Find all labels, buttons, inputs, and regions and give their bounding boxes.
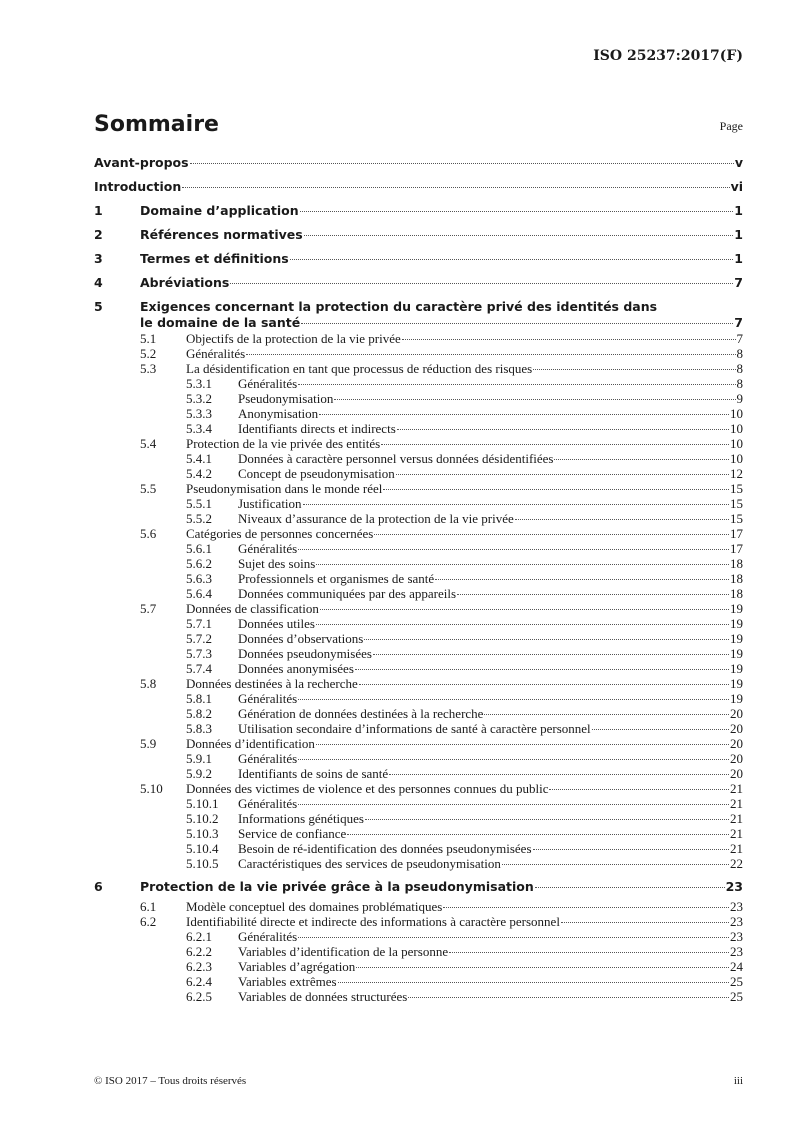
toc-entry[interactable] xyxy=(94,736,743,751)
toc-entry[interactable] xyxy=(94,944,743,959)
toc-entry-title: Données à caractère personnel versus données désidentifiées xyxy=(238,451,554,466)
dot-leader xyxy=(316,744,729,745)
toc-entry-number: 6.2.2 xyxy=(186,944,212,959)
toc-entry-number: 4 xyxy=(94,275,103,290)
dot-leader xyxy=(298,804,729,805)
dot-leader xyxy=(359,684,729,685)
toc-entry-number: 5.4 xyxy=(140,436,157,451)
toc-entry-title: Identifiants directs et indirects xyxy=(238,421,396,436)
dot-leader xyxy=(457,594,729,595)
toc-entry-number: 1 xyxy=(94,203,103,218)
toc-entry-page: 15 xyxy=(730,496,743,511)
toc-entry-page: 21 xyxy=(730,811,743,826)
toc-entry[interactable] xyxy=(94,346,743,361)
dot-leader xyxy=(397,429,729,430)
toc-entry-title: Justification xyxy=(238,496,302,511)
toc-entry-page: 19 xyxy=(730,676,743,691)
toc-entry-page: v xyxy=(734,155,743,170)
toc-entry-title: Généralités xyxy=(238,929,298,944)
toc-entry-title: Catégories de personnes concernées xyxy=(186,526,374,541)
toc-entry-number: 5.6.2 xyxy=(186,556,212,571)
toc-entry-page: 10 xyxy=(730,406,743,421)
toc-entry-page: 20 xyxy=(730,766,743,781)
toc-entry-number: 5.9.1 xyxy=(186,751,212,766)
toc-entry-number: 6.2 xyxy=(140,914,157,929)
toc-entry-title: Généralités xyxy=(238,751,298,766)
toc-entry-number: 6.2.5 xyxy=(186,989,212,1004)
toc-entry[interactable] xyxy=(94,751,743,766)
dot-leader xyxy=(364,639,729,640)
toc-entry-number: 5.6.4 xyxy=(186,586,212,601)
toc-entry-title: Abréviations xyxy=(140,275,230,290)
toc-entry[interactable] xyxy=(94,299,743,315)
toc-entry-number: 5.3.3 xyxy=(186,406,212,421)
toc-entry-number: 5 xyxy=(94,299,103,314)
toc-entry-page: 23 xyxy=(730,914,743,929)
dot-leader xyxy=(443,907,729,908)
toc-entry[interactable] xyxy=(94,661,743,676)
toc-entry[interactable] xyxy=(94,631,743,646)
toc-entry-number: 5.2 xyxy=(140,346,157,361)
dot-leader xyxy=(303,504,729,505)
dot-leader xyxy=(316,564,729,565)
toc-entry-number: 5.10.4 xyxy=(186,841,219,856)
toc-entry-number: 5.9 xyxy=(140,736,157,751)
toc-entry-number: 5.3.1 xyxy=(186,376,212,391)
toc-entry-title: Pseudonymisation xyxy=(238,391,334,406)
toc-entry-page: 1 xyxy=(734,203,743,218)
toc-entry-title: Variables de données structurées xyxy=(238,989,408,1004)
toc-entry-number: 5.10.2 xyxy=(186,811,219,826)
dot-leader xyxy=(182,187,729,188)
toc-entry[interactable] xyxy=(94,811,743,826)
dot-leader xyxy=(374,534,729,535)
toc-entry-page: 23 xyxy=(730,929,743,944)
dot-leader xyxy=(298,384,735,385)
dot-leader xyxy=(449,952,729,953)
toc-entry-title-line2: le domaine de la santé xyxy=(140,315,301,330)
toc-entry[interactable] xyxy=(94,826,743,841)
toc-entry-number: 5.6.1 xyxy=(186,541,212,556)
toc-entry-title: Utilisation secondaire d’informations de santé à caractère personnel xyxy=(238,721,591,736)
toc-entry-number: 6.2.4 xyxy=(186,974,212,989)
toc-entry-title: Variables extrêmes xyxy=(238,974,337,989)
toc-entry[interactable] xyxy=(94,781,743,796)
dot-leader xyxy=(190,163,734,164)
toc-entry-number: 5.4.2 xyxy=(186,466,212,481)
toc-entry-number: 6 xyxy=(94,879,103,894)
toc-entry-page: 7 xyxy=(734,315,743,330)
dot-leader xyxy=(484,714,729,715)
dot-leader xyxy=(408,997,729,998)
toc-entry-number: 5.5.2 xyxy=(186,511,212,526)
toc-entry[interactable] xyxy=(94,959,743,974)
toc-entry-number: 5.1 xyxy=(140,331,157,346)
toc-entry-number: 5.10.1 xyxy=(186,796,219,811)
toc-entry-number: 5.9.2 xyxy=(186,766,212,781)
dot-leader xyxy=(290,259,734,260)
dot-leader xyxy=(381,444,729,445)
toc-entry[interactable] xyxy=(94,646,743,661)
toc-entry-number: 5.8 xyxy=(140,676,157,691)
dot-leader xyxy=(502,864,729,865)
toc-entry-title: Avant-propos xyxy=(94,155,189,170)
toc-entry-title: Généralités xyxy=(238,796,298,811)
toc-entry[interactable] xyxy=(94,989,743,1004)
copyright-notice: © ISO 2017 – Tous droits réservés xyxy=(94,1075,247,1087)
toc-entry-title: Objectifs de la protection de la vie privée xyxy=(186,331,401,346)
toc-entry[interactable] xyxy=(94,721,743,736)
toc-entry-title: Identifiants de soins de santé xyxy=(238,766,389,781)
toc-entry-number: 6.1 xyxy=(140,899,157,914)
toc-entry-title: Informations génétiques xyxy=(238,811,364,826)
toc-entry-page: 18 xyxy=(730,556,743,571)
toc-entry-title: Données communiquées par des appareils xyxy=(238,586,457,601)
toc-entry-number: 5.4.1 xyxy=(186,451,212,466)
toc-entry-title: Données de classification xyxy=(186,601,319,616)
toc-entry-page: 17 xyxy=(730,526,743,541)
toc-entry-page: 1 xyxy=(734,251,743,266)
toc-entry-title: Caractéristiques des services de pseudonymisation xyxy=(238,856,501,871)
toc-entry-page: 18 xyxy=(730,571,743,586)
toc-entry-title: Protection de la vie privée grâce à la pseudonymisation xyxy=(140,879,534,894)
toc-entry-number: 5.8.2 xyxy=(186,706,212,721)
toc-entry-title: Identifiabilité directe et indirecte des informations à caractère personnel xyxy=(186,914,560,929)
toc-entry-page: 21 xyxy=(730,796,743,811)
toc-entry[interactable] xyxy=(94,571,743,586)
toc-entry[interactable] xyxy=(94,875,743,899)
toc-entry-title: Généralités xyxy=(238,541,298,556)
toc-entry-number: 5.3.2 xyxy=(186,391,212,406)
toc-entry[interactable] xyxy=(94,151,743,175)
toc-entry-number: 3 xyxy=(94,251,103,266)
toc-entry[interactable] xyxy=(94,247,743,271)
dot-leader xyxy=(515,519,729,520)
toc-entry-number: 6.2.1 xyxy=(186,929,212,944)
toc-entry-title: Variables d’agrégation xyxy=(238,959,356,974)
toc-entry-number: 5.5.1 xyxy=(186,496,212,511)
toc-entry-continuation[interactable] xyxy=(94,315,743,331)
dot-leader xyxy=(554,459,729,460)
toc-entry-page: 7 xyxy=(734,275,743,290)
toc-entry[interactable] xyxy=(94,466,743,481)
toc-entry[interactable] xyxy=(94,766,743,781)
toc-entry-number: 5.3 xyxy=(140,361,157,376)
dot-leader xyxy=(347,834,729,835)
table-of-contents xyxy=(94,151,743,1004)
toc-entry-number: 5.6 xyxy=(140,526,157,541)
toc-entry-page: 20 xyxy=(730,706,743,721)
toc-entry-page: 19 xyxy=(730,691,743,706)
toc-entry-number: 6.2.3 xyxy=(186,959,212,974)
dot-leader xyxy=(319,414,729,415)
toc-entry-number: 5.7.4 xyxy=(186,661,212,676)
toc-entry[interactable] xyxy=(94,586,743,601)
dot-leader xyxy=(365,819,729,820)
toc-entry-page: 24 xyxy=(730,959,743,974)
toc-entry-number: 5.5 xyxy=(140,481,157,496)
toc-entry[interactable] xyxy=(94,391,743,406)
toc-entry-title: Données des victimes de violence et des personnes connues du public xyxy=(186,781,549,796)
toc-entry-number: 2 xyxy=(94,227,103,242)
toc-entry[interactable] xyxy=(94,856,743,871)
toc-entry-page: 19 xyxy=(730,601,743,616)
toc-entry-page: 25 xyxy=(730,974,743,989)
dot-leader xyxy=(549,789,729,790)
toc-entry-page: 10 xyxy=(730,421,743,436)
toc-entry-page: 19 xyxy=(730,631,743,646)
toc-entry-page: 21 xyxy=(730,841,743,856)
toc-entry-page: 8 xyxy=(736,361,743,376)
toc-entry[interactable] xyxy=(94,436,743,451)
toc-entry[interactable] xyxy=(94,841,743,856)
toc-entry-page: 23 xyxy=(730,944,743,959)
dot-leader xyxy=(402,339,736,340)
toc-entry[interactable] xyxy=(94,616,743,631)
toc-entry-page: 23 xyxy=(730,899,743,914)
toc-entry[interactable] xyxy=(94,556,743,571)
dot-leader xyxy=(356,967,729,968)
toc-entry-number: 5.10.5 xyxy=(186,856,219,871)
toc-entry-title: Besoin de ré-identification des données pseudonymisées xyxy=(238,841,532,856)
toc-entry[interactable] xyxy=(94,899,743,914)
toc-entry-title: Généralités xyxy=(238,376,298,391)
dot-leader xyxy=(533,849,729,850)
toc-entry-title: Pseudonymisation dans le monde réel xyxy=(186,481,383,496)
dot-leader xyxy=(355,669,729,670)
toc-entry-number: 5.3.4 xyxy=(186,421,212,436)
dot-leader xyxy=(246,354,735,355)
dot-leader xyxy=(334,399,735,400)
toc-entry-number: 5.7.2 xyxy=(186,631,212,646)
toc-entry-number: 5.7.1 xyxy=(186,616,212,631)
toc-entry-title: Niveaux d’assurance de la protection de la vie privée xyxy=(238,511,514,526)
toc-entry-number: 5.7.3 xyxy=(186,646,212,661)
toc-entry-title: Anonymisation xyxy=(238,406,319,421)
toc-entry-page: 18 xyxy=(730,586,743,601)
toc-entry[interactable] xyxy=(94,914,743,929)
toc-entry[interactable] xyxy=(94,331,743,346)
toc-entry-title: Modèle conceptuel des domaines problématiques xyxy=(186,899,443,914)
toc-entry[interactable] xyxy=(94,406,743,421)
toc-entry[interactable] xyxy=(94,376,743,391)
dot-leader xyxy=(230,283,733,284)
toc-entry-page: 23 xyxy=(725,879,743,894)
toc-entry-title: La désidentification en tant que processus de réduction des risques xyxy=(186,361,533,376)
toc-entry-title: Références normatives xyxy=(140,227,303,242)
toc-entry[interactable] xyxy=(94,451,743,466)
toc-entry-title: Données utiles xyxy=(238,616,315,631)
dot-leader xyxy=(298,937,729,938)
dot-leader xyxy=(396,474,729,475)
toc-entry-page: 17 xyxy=(730,541,743,556)
dot-leader xyxy=(316,624,729,625)
toc-entry-number: 5.8.3 xyxy=(186,721,212,736)
toc-entry[interactable] xyxy=(94,796,743,811)
dot-leader xyxy=(300,211,734,212)
toc-entry-title: Données pseudonymisées xyxy=(238,646,372,661)
toc-entry-number: 5.8.1 xyxy=(186,691,212,706)
toc-entry-title: Introduction xyxy=(94,179,182,194)
toc-entry[interactable] xyxy=(94,601,743,616)
dot-leader xyxy=(535,887,725,888)
toc-entry[interactable] xyxy=(94,691,743,706)
toc-entry-page: 9 xyxy=(736,391,743,406)
toc-entry[interactable] xyxy=(94,481,743,496)
toc-entry-page: 8 xyxy=(736,376,743,391)
toc-entry-page: 10 xyxy=(730,451,743,466)
toc-entry-page: 21 xyxy=(730,826,743,841)
dot-leader xyxy=(338,982,729,983)
toc-entry-page: vi xyxy=(730,179,743,194)
toc-entry-page: 7 xyxy=(736,331,743,346)
toc-entry-page: 25 xyxy=(730,989,743,1004)
toc-entry-page: 1 xyxy=(734,227,743,242)
dot-leader xyxy=(383,489,729,490)
dot-leader xyxy=(304,235,734,236)
toc-entry-page: 19 xyxy=(730,661,743,676)
dot-leader xyxy=(298,759,729,760)
toc-entry-title: Données d’identification xyxy=(186,736,315,751)
page-number: iii xyxy=(733,1075,743,1087)
toc-entry-page: 22 xyxy=(730,856,743,871)
toc-entry[interactable] xyxy=(94,511,743,526)
page-column-label: Page xyxy=(719,119,743,133)
toc-entry-title: Données anonymisées xyxy=(238,661,354,676)
dot-leader xyxy=(389,774,729,775)
toc-entry[interactable] xyxy=(94,421,743,436)
toc-entry-title: Protection de la vie privée des entités xyxy=(186,436,381,451)
toc-entry-title: Exigences concernant la protection du caractère privé des identités dans xyxy=(140,299,658,314)
toc-entry[interactable] xyxy=(94,496,743,511)
dot-leader xyxy=(301,323,733,324)
dot-leader xyxy=(592,729,729,730)
document-code: ISO 25237:2017(F) xyxy=(593,48,743,64)
toc-entry-page: 12 xyxy=(730,466,743,481)
toc-entry[interactable] xyxy=(94,199,743,223)
dot-leader xyxy=(298,549,729,550)
toc-entry-page: 8 xyxy=(736,346,743,361)
dot-leader xyxy=(533,369,735,370)
toc-entry-title: Professionnels et organismes de santé xyxy=(238,571,435,586)
toc-entry-number: 5.7 xyxy=(140,601,157,616)
toc-entry-page: 20 xyxy=(730,751,743,766)
toc-entry-number: 5.10.3 xyxy=(186,826,219,841)
toc-entry-title: Données d’observations xyxy=(238,631,364,646)
toc-entry-title: Concept de pseudonymisation xyxy=(238,466,395,481)
toc-entry-page: 15 xyxy=(730,511,743,526)
toc-entry[interactable] xyxy=(94,676,743,691)
toc-entry-title: Génération de données destinées à la recherche xyxy=(238,706,484,721)
toc-entry[interactable] xyxy=(94,706,743,721)
toc-entry[interactable] xyxy=(94,271,743,295)
toc-entry-page: 19 xyxy=(730,646,743,661)
toc-entry-title: Variables d’identification de la personne xyxy=(238,944,449,959)
page-title: Sommaire xyxy=(94,112,219,137)
toc-entry[interactable] xyxy=(94,541,743,556)
toc-entry-number: 5.6.3 xyxy=(186,571,212,586)
toc-entry-title: Généralités xyxy=(238,691,298,706)
toc-entry[interactable] xyxy=(94,175,743,199)
toc-entry-page: 10 xyxy=(730,436,743,451)
toc-entry-page: 19 xyxy=(730,616,743,631)
dot-leader xyxy=(320,609,729,610)
toc-entry-page: 15 xyxy=(730,481,743,496)
toc-entry-page: 20 xyxy=(730,736,743,751)
toc-entry[interactable] xyxy=(94,929,743,944)
toc-entry-title: Généralités xyxy=(186,346,246,361)
dot-leader xyxy=(561,922,729,923)
toc-entry[interactable] xyxy=(94,526,743,541)
toc-entry-title: Données destinées à la recherche xyxy=(186,676,358,691)
toc-entry[interactable] xyxy=(94,361,743,376)
toc-entry-page: 20 xyxy=(730,721,743,736)
toc-entry-title: Termes et définitions xyxy=(140,251,289,266)
toc-entry-title: Sujet des soins xyxy=(238,556,316,571)
toc-entry[interactable] xyxy=(94,974,743,989)
toc-entry-title: Service de confiance xyxy=(238,826,347,841)
dot-leader xyxy=(373,654,729,655)
toc-entry-page: 21 xyxy=(730,781,743,796)
toc-entry-title: Domaine d’application xyxy=(140,203,299,218)
dot-leader xyxy=(435,579,729,580)
toc-entry-number: 5.10 xyxy=(140,781,163,796)
dot-leader xyxy=(298,699,729,700)
toc-entry[interactable] xyxy=(94,223,743,247)
